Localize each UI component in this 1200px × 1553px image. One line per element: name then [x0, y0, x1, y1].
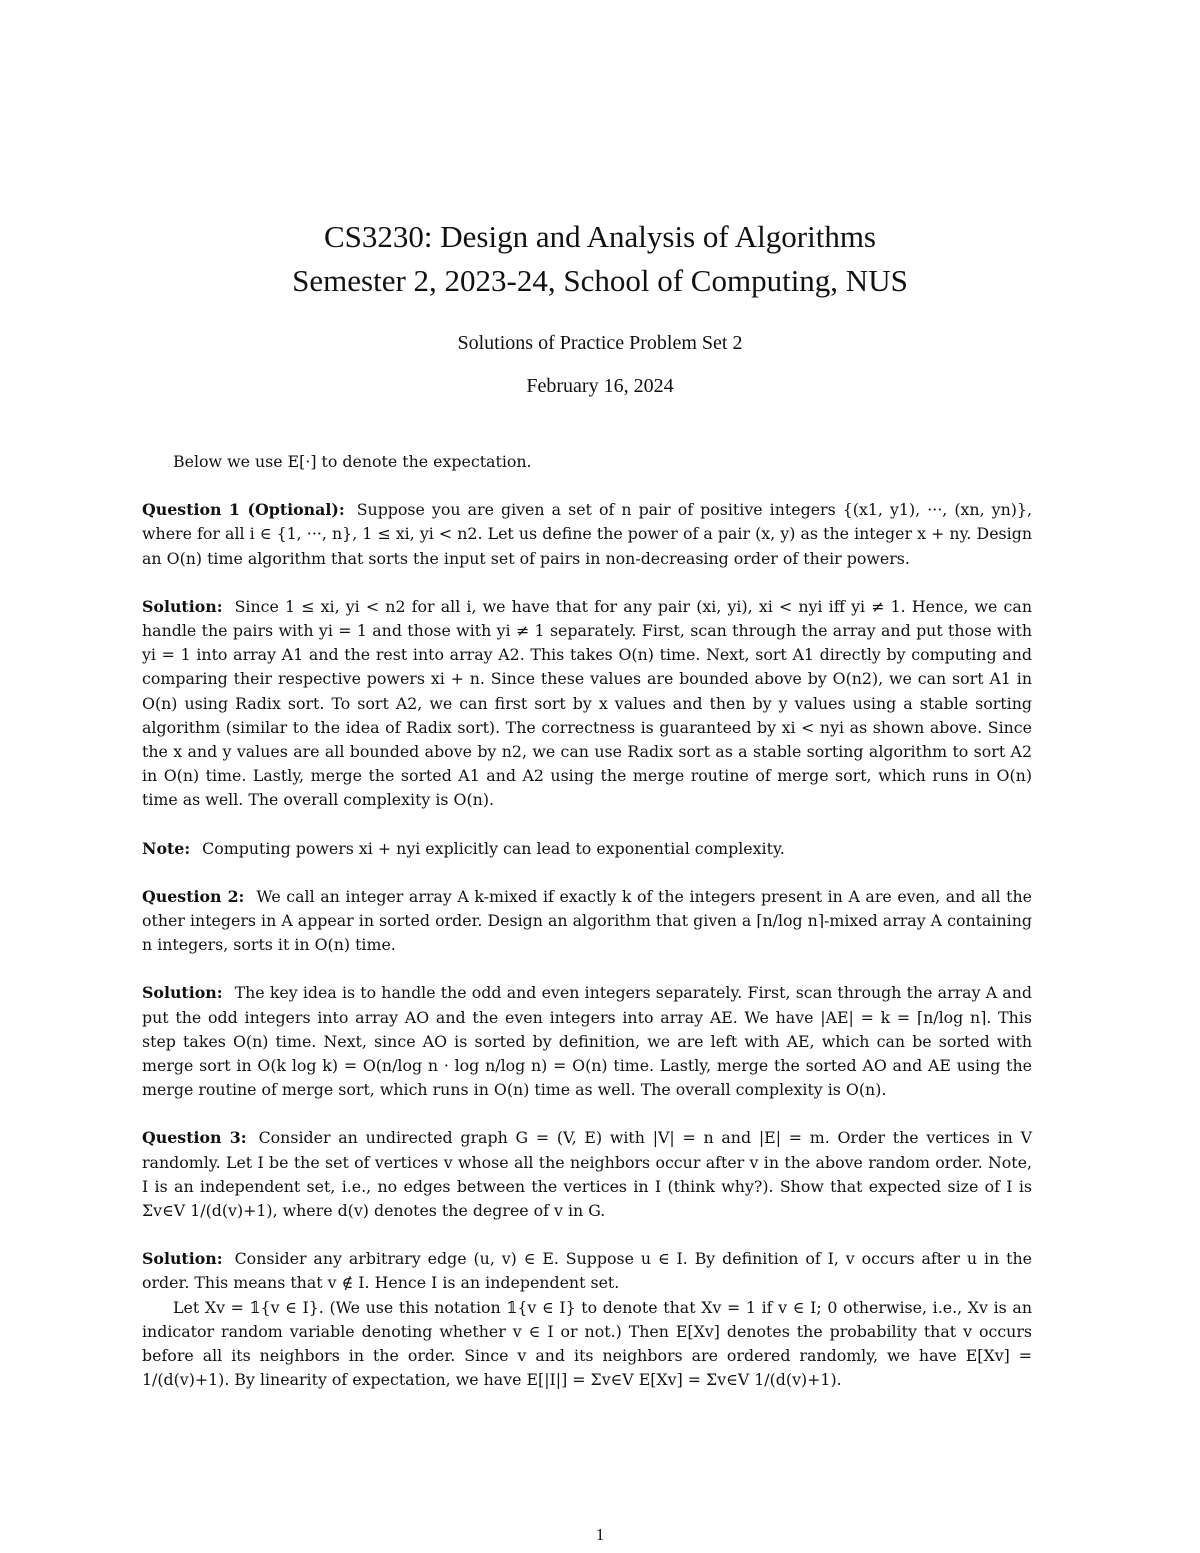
title-block: [0, 215, 1200, 398]
solution-2-label: Solution:: [142, 983, 223, 1003]
question-3: [142, 1126, 1032, 1223]
question-1-label: Question 1 (Optional):: [142, 500, 345, 520]
page-number: 1: [595, 1525, 605, 1544]
question-1-text: Suppose you are given a set of n pair of positive integers {(x1, y1), ···, (xn, yn)}, where for all i ∈ {1, ···, n}, 1 ≤ xi, yi < n2. Let us define the power of a pair (x, y) as the integer x + ny. Design an O(n) time algorithm that sorts the input set of pairs in non-decreasing order of their powers.: [142, 500, 1032, 568]
title-line-2: Semester 2, 2023-24, School of Computing, NUS: [292, 263, 908, 298]
solution-2-text: The key idea is to handle the odd and even integers separately. First, scan through the array A and put the odd integers into array AO and the even integers into array AE. We have |AE| = k = ⌈n/log n⌉. This step takes O(n) time. Next, since AO is sorted by definition, we are left with AE, which can be sorted with merge sort in O(k log k) = O(n/log n · log n/log n) = O(n) time. Lastly, merge the sorted AO and AE using the merge routine of merge sort, which runs in O(n) time as well. The overall complexity is O(n).: [142, 983, 1032, 1100]
solution-1-text: Since 1 ≤ xi, yi < n2 for all i, we have that for any pair (xi, yi), xi < nyi iff yi ≠ 1. Hence, we can handle the pairs with yi = 1 and those with yi ≠ 1 separately. First, scan through the array and put those with yi = 1 into array A1 and the rest into array A2. This takes O(n) time. Next, sort A1 directly by computing and comparing their respective powers xi + n. Since these values are bounded above by O(n2), we can sort A1 in O(n) using Radix sort. To sort A2, we can first sort by x values and then by y values using a stable sorting algorithm (similar to the idea of Radix sort). The correctness is guaranteed by xi < nyi as shown above. Since the x and y values are all bounded above by n2, we can use Radix sort as a stable sorting algorithm to sort A2 in O(n) time. Lastly, merge the sorted A1 and A2 using the merge routine of merge sort, which runs in O(n) time as well. The overall complexity is O(n).: [142, 596, 1032, 810]
note: [142, 837, 1032, 861]
date: February 16, 2024: [526, 375, 674, 397]
solution-3: [142, 1247, 1032, 1295]
solution-3-paragraph-2: Let Xv = 𝟙{v ∈ I}. (We use this notation 𝟙{v ∈ I} to denote that Xv = 1 if v ∈ I; 0 otherwise, i.e., Xv is an indicator random variable denoting whether v ∈ I or not.) Then E[Xv] denotes the probability that v occurs before all its neighbors in the order. Since v and its neighbors are ordered randomly, we have E[Xv] = 1/(d(v)+1). By linearity of expectation, we have E[|I|] = Σv∈V E[Xv] = Σv∈V 1/(d(v)+1).: [142, 1297, 1032, 1390]
subtitle: Solutions of Practice Problem Set 2: [457, 332, 743, 354]
question-3-label: Question 3:: [142, 1128, 247, 1148]
question-2-text: We call an integer array A k-mixed if exactly k of the integers present in A are even, and all the other integers in A appear in sorted order. Design an algorithm that given a ⌈n/log n⌉-mixed array A containing n integers, sorts it in O(n) time.: [142, 886, 1032, 955]
solution-1-label: Solution:: [142, 596, 223, 616]
title-line-1: CS3230: Design and Analysis of Algorithms: [324, 219, 876, 254]
solution-2: [142, 981, 1032, 1102]
solution-3-text-p1: Consider any arbitrary edge (u, v) ∈ E. Suppose u ∈ I. By definition of I, v occurs after u in the order. This means that v ∉ I. Hence I is an independent set.: [142, 1249, 1032, 1293]
question-2: [142, 885, 1032, 958]
solution-1: [142, 595, 1032, 813]
document-body: [142, 450, 1032, 1417]
note-label: Note:: [142, 838, 191, 858]
question-1: [142, 498, 1032, 571]
question-2-label: Question 2:: [142, 886, 245, 906]
note-text: Computing powers xi + nyi explicitly can lead to exponential complexity.: [202, 838, 785, 858]
solution-3-label: Solution:: [142, 1249, 223, 1269]
question-3-text: Consider an undirected graph G = (V, E) with |V| = n and |E| = m. Order the vertices in V randomly. Let I be the set of vertices v whose all the neighbors occur after v in the above random order. Note, I is an independent set, i.e., no edges between the vertices in I (think why?). Show that expected size of I is Σv∈V 1/(d(v)+1), where d(v) denotes the degree of v in G.: [142, 1128, 1032, 1221]
intro-paragraph: Below we use E[·] to denote the expectation.: [173, 452, 532, 471]
